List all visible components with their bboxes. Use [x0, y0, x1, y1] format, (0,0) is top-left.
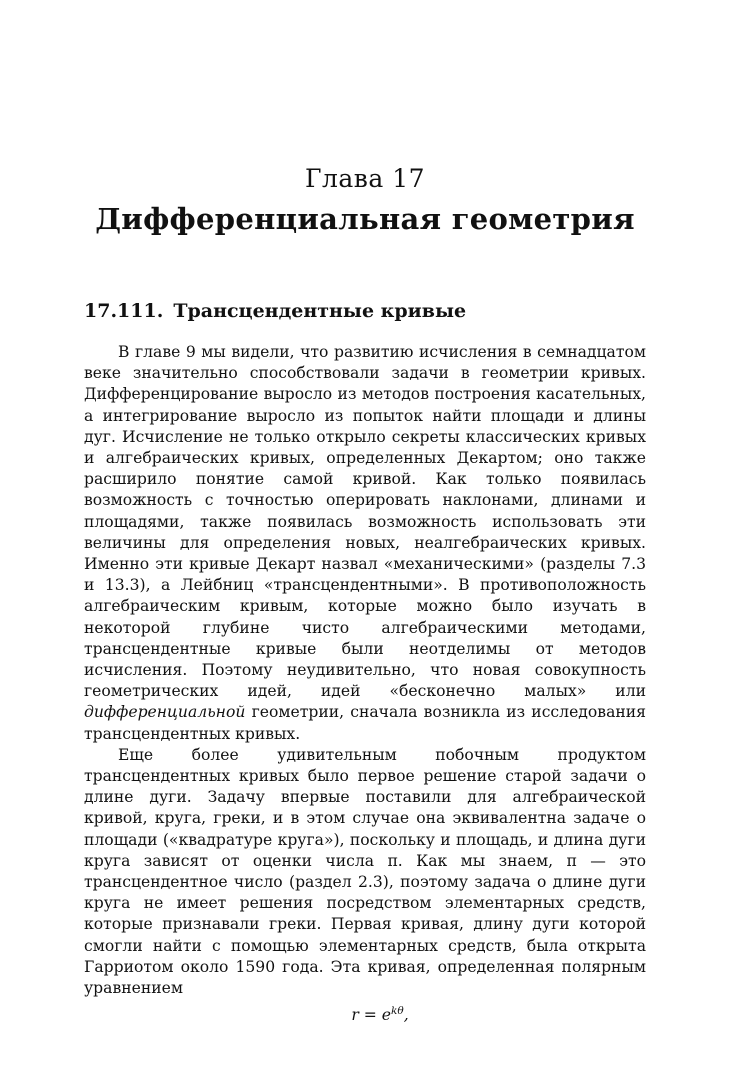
chapter-label: Глава 17 — [304, 164, 426, 193]
formula-exponent: kθ — [391, 1005, 404, 1018]
body-text — [84, 342, 646, 1027]
formula — [84, 999, 646, 1027]
paragraph-1 — [84, 342, 646, 745]
section-heading — [84, 300, 646, 322]
section-number: 17.111. — [84, 300, 164, 322]
paragraph-1-part-2: геометрии, сначала возникла из исследования трансцендентных кривых. — [84, 703, 646, 743]
paragraph-2: Еще более удивительным побочным продуктом трансцендентных кривых было первое решение старой задачи о длине дуги. Задачу впервые поставили для алгебраической кривой, круга, греки, и в этом случае она эквивалентна задаче о площади («квадратуре круга»), поскольку и площадь, и длина дуги круга зависят от оценки числа π. Как мы знаем, π — это трансцендентное число (раздел 2.3), поэтому задача о длине дуги круга не имеет решения посредством элементарных средств, которые признавали греки. Первая кривая, длину дуги которой смогли найти с помощью элементарных средств, была открыта Гарриотом около 1590 года. Эта кривая, определенная полярным уравнением — [84, 745, 646, 998]
paragraph-1-emphasis: дифференциальной — [84, 703, 246, 722]
book-page — [84, 0, 646, 1066]
chapter-title: Дифференциальная геометрия — [95, 202, 635, 236]
formula-lhs: r = e — [351, 1006, 391, 1025]
section-title: Трансцендентные кривые — [173, 300, 467, 322]
paragraph-1-part-1: В главе 9 мы видели, что развитию исчисления в семнадцатом веке значительно способствовали задачи в геометрии кривых. Дифференцирование выросло из методов построения касательных, а интегрирование выросло из попыток найти площади и длины дуг. Исчисление не только открыло секреты классических кривых и алгебраических кривых, определенных Декартом; оно также расширило понятие самой кривой. Как только появилась возможность с точностью оперировать наклонами, длинами и площадями, также появилась возможность использовать эти величины для определения новых, неалгебраических кривых. Именно эти кривые Декарт назвал «механическими» (разделы 7.3 и 13.3), а Лейбниц «трансцендентными». В противоположность алгебраическим кривым, которые можно было изучать в некоторой глубине чисто алгебраическими методами, трансцендентные кривые были неотделимы от методов исчисления. Поэтому неудивительно, что новая совокупность геометрических идей, идей «бесконечно малых» или — [84, 343, 646, 701]
formula-trail: , — [403, 1006, 409, 1025]
